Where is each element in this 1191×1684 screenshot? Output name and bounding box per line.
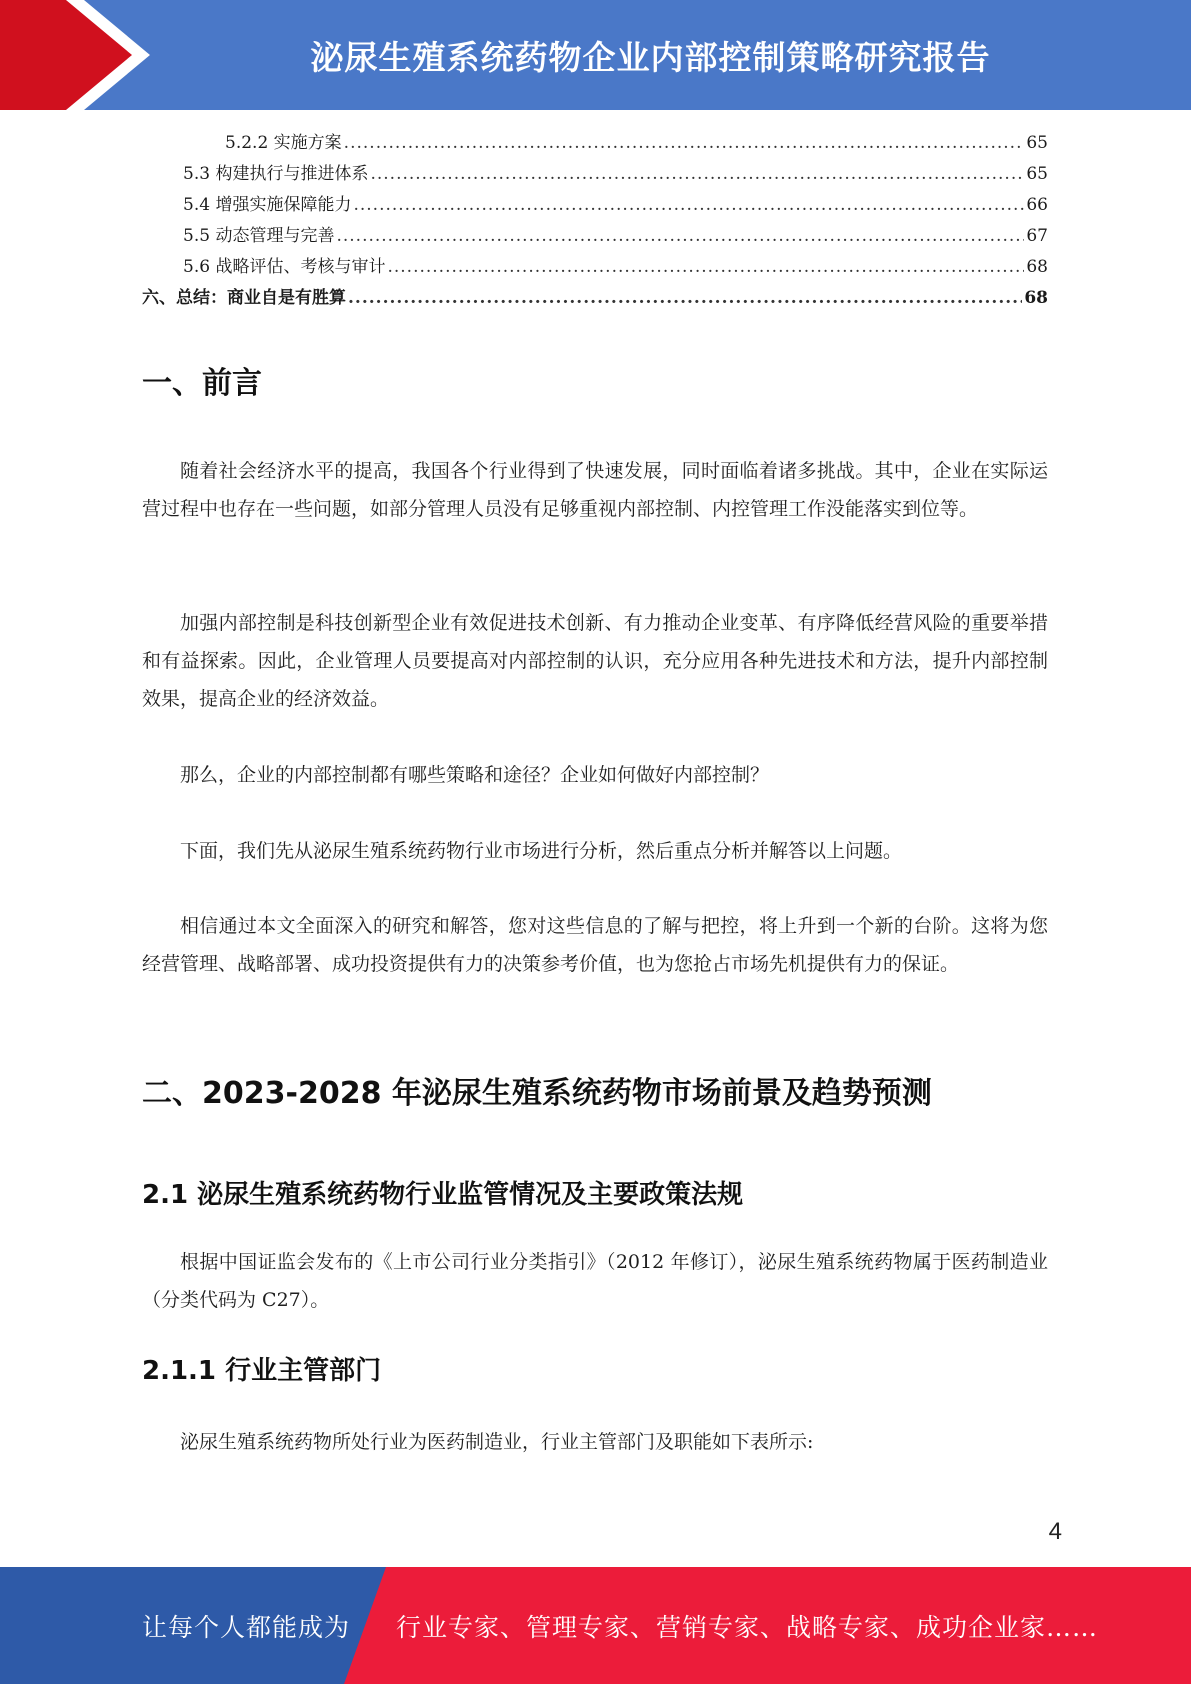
footer-slogan-left: 让每个人都能成为 [142,1612,351,1642]
paragraph: 加强内部控制是科技创新型企业有效促进技术创新、有力推动企业变革、有序降低经营风险的重要举措和有益探索。因此，企业管理人员要提高对内部控制的认识，充分应用各种先进技术和方法，提升内部控制效果，提高企业的经济效益。 [142,612,1048,710]
subsection-heading-regulation: 2.1 泌尿生殖系统药物行业监管情况及主要政策法规 [142,1180,744,1210]
paragraph: 下面，我们先从泌尿生殖系统药物行业市场进行分析，然后重点分析并解答以上问题。 [180,840,903,862]
section-heading-preface: 一、前言 [142,366,262,401]
paragraph: 根据中国证监会发布的《上市公司行业分类指引》（2012 年修订），泌尿生殖系统药物属于医药制造业（分类代码为 C27）。 [142,1251,1048,1311]
paragraph: 那么，企业的内部控制都有哪些策略和途径？企业如何做好内部控制？ [180,764,770,786]
toc-entry-page: 65 [1026,164,1048,184]
paragraph: 相信通过本文全面深入的研究和解答，您对这些信息的了解与把控，将上升到一个新的台阶。这将为您经营管理、战略部署、成功投资提供有力的决策参考价值，也为您抢占市场先机提供有力的保证。 [142,915,1048,975]
subsection-heading-authorities: 2.1.1 行业主管部门 [142,1356,382,1386]
toc-entry-label: 5.4 增强实施保障能力 [183,195,352,215]
red-arrow-ribbon-icon [0,0,160,110]
toc-entry-page: 66 [1026,195,1048,215]
toc-entry-label: 六、总结：商业自是有胜算 [142,288,346,308]
toc-entry[interactable] [142,159,1048,190]
page-number: 4 [1048,1518,1062,1545]
paragraph: 泌尿生殖系统药物所处行业为医药制造业，行业主管部门及职能如下表所示: [180,1431,814,1453]
section-heading-market-outlook: 二、2023-2028 年泌尿生殖系统药物市场前景及趋势预测 [142,1076,932,1111]
footer-slogan-right: 行业专家、管理专家、营销专家、战略专家、成功企业家…… [396,1612,1099,1642]
toc-leader-dots [344,128,1025,159]
table-of-contents [142,128,1048,314]
toc-leader-dots [336,221,1024,252]
toc-leader-dots [348,283,1022,314]
toc-entry-page: 65 [1026,133,1048,153]
toc-leader-dots [353,190,1024,221]
toc-entry-page: 67 [1026,226,1048,246]
toc-entry[interactable] [142,252,1048,283]
footer-banner [0,1567,1191,1684]
report-title: 泌尿生殖系统药物企业内部控制策略研究报告 [310,37,991,77]
toc-entry[interactable] [142,190,1048,221]
toc-entry[interactable] [142,221,1048,252]
paragraph: 随着社会经济水平的提高，我国各个行业得到了快速发展，同时面临着诸多挑战。其中，企业在实际运营过程中也存在一些问题，如部分管理人员没有足够重视内部控制、内控管理工作没能落实到位等。 [142,460,1048,520]
toc-entry[interactable] [142,283,1048,314]
toc-entry-label: 5.5 动态管理与完善 [183,226,335,246]
toc-entry-page: 68 [1026,257,1048,277]
toc-entry-label: 5.2.2 实施方案 [225,133,342,153]
toc-entry-label: 5.6 战略评估、考核与审计 [183,257,386,277]
header-banner [0,0,1191,110]
toc-entry-label: 5.3 构建执行与推进体系 [183,164,369,184]
toc-entry-page: 68 [1024,288,1048,308]
toc-entry[interactable] [142,128,1048,159]
toc-leader-dots [387,252,1024,283]
toc-leader-dots [370,159,1024,190]
